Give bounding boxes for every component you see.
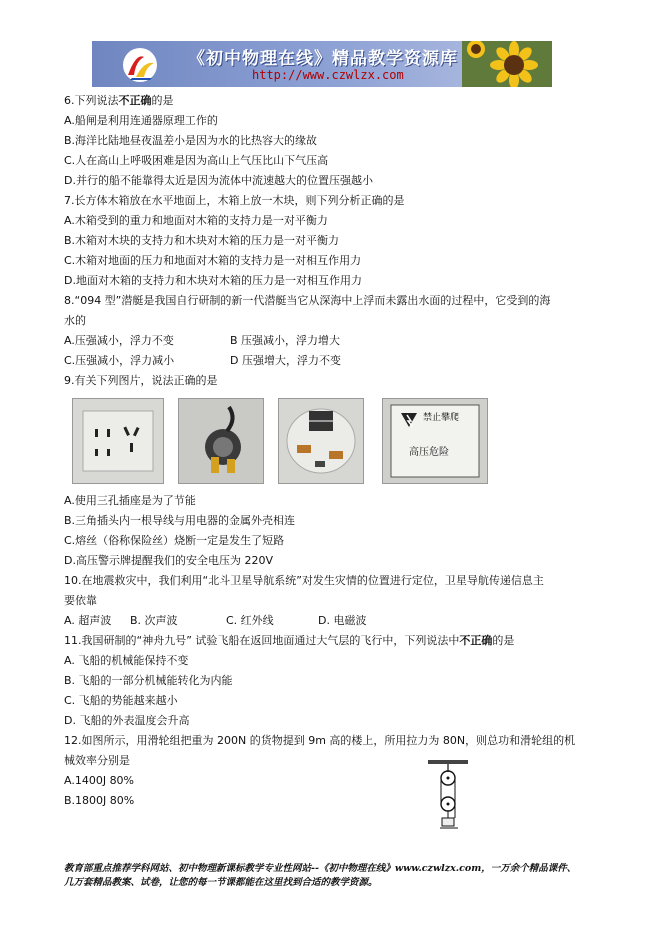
q11-option-b: B. 飞船的一部分机械能转化为内能 [64, 674, 233, 687]
sunflower-icon [462, 41, 552, 87]
banner-url[interactable]: http://www.czwlzx.com [252, 68, 404, 82]
q11-option-c: C. 飞船的势能越来越小 [64, 694, 178, 707]
warning-sign-photo [382, 398, 488, 484]
header-banner [92, 41, 552, 87]
three-pin-socket-icon [73, 399, 163, 483]
q11-option-d: D. 飞船的外表温度会升高 [64, 714, 190, 727]
q8-options-row1 [64, 334, 340, 348]
q12-option-b: B.1800J 80% [64, 794, 135, 807]
q10-options [64, 614, 366, 628]
footer-line2: 几万套精品教案、试卷，让您的每一节课都能在这里找到合适的教学资源。 [64, 877, 378, 888]
plug-icon [179, 399, 263, 483]
q11-option-a: A. 飞船的机械能保持不变 [64, 654, 189, 667]
q6-option-a: A.船闸是利用连通器原理工作的 [64, 114, 218, 127]
q7-stem: 7.长方体木箱放在水平地面上，木箱上放一木块，则下列分析正确的是 [64, 194, 405, 207]
q7-option-b: B.木箱对木块的支持力和木块对木箱的压力是一对平衡力 [64, 234, 340, 247]
q9-option-b: B.三角插头内一根导线与用电器的金属外壳相连 [64, 514, 296, 527]
q8-option-b: B 压强减小，浮力增大 [230, 334, 341, 347]
q10-option-d: D. 电磁波 [318, 614, 367, 627]
q8-stem-line1: 8.“094 型”潜艇是我国自行研制的新一代潜艇当它从深海中上浮而未露出水面的过程中，它受到的海 [64, 294, 551, 307]
q6-option-b: B.海洋比陆地昼夜温差小是因为水的比热容大的缘故 [64, 134, 318, 147]
q8-option-d: D 压强增大，浮力不变 [230, 354, 341, 367]
q10-option-b: B. 次声波 [130, 614, 178, 627]
q6-option-c: C.人在高山上呼吸困难是因为高山上气压比山下气压高 [64, 154, 329, 167]
q10-stem-line1: 10.在地震救灾中，我们利用“北斗卫星导航系统”对发生灾情的位置进行定位，卫星导航传递信息主 [64, 574, 544, 587]
banner-title: 《初中物理在线》精品教学资源库 [188, 49, 458, 69]
sign-text-line1: 禁止攀爬 [423, 413, 460, 423]
sign-text-line2: 高压危险 [409, 447, 449, 458]
fuse-photo [278, 398, 364, 484]
q10-option-a: A. 超声波 [64, 614, 112, 627]
q10-option-c: C. 红外线 [226, 614, 274, 627]
q8-stem-line2: 水的 [64, 314, 86, 327]
q12-stem-line2: 械效率分别是 [64, 754, 130, 767]
q8-options-row2 [64, 354, 341, 368]
q11-emphasis: 不正确 [459, 634, 493, 647]
plug-photo [178, 398, 264, 484]
socket-photo [72, 398, 164, 484]
q7-option-c: C.木箱对地面的压力和地面对木箱的支持力是一对相互作用力 [64, 254, 362, 267]
q6-option-d: D.并行的船不能靠得太近是因为流体中流速越大的位置压强越小 [64, 174, 373, 187]
q6-stem: 6.下列说法不正确的是 [64, 94, 174, 107]
q12-stem-line1: 12.如图所示，用滑轮组把重为 200N 的货物提到 9m 高的楼上，所用拉力为 80N，则总功和滑轮组的机 [64, 734, 576, 747]
q8-option-a: A.压强减小，浮力不变 [64, 334, 174, 347]
q7-option-d: D.地面对木箱的支持力和木块对木箱的压力是一对相互作用力 [64, 274, 362, 287]
high-voltage-sign-icon [383, 399, 487, 483]
q10-stem-line2: 要依靠 [64, 594, 97, 607]
q12-option-a: A.1400J 80% [64, 774, 135, 787]
site-logo-icon [122, 47, 158, 83]
q9-option-c: C.熔丝（俗称保险丝）烧断一定是发生了短路 [64, 534, 285, 547]
fuse-wire-icon [279, 399, 363, 483]
q8-option-c: C.压强减小，浮力减小 [64, 354, 175, 367]
q9-option-d: D.高压警示牌提醒我们的安全电压为 220V [64, 554, 273, 567]
q11-stem: 11.我国研制的“神舟九号” 试验飞船在返回地面通过大气层的飞行中，下列说法中不正确的是 [64, 634, 515, 647]
footer-line1: 教育部重点推荐学科网站、初中物理新课标教学专业性网站--《初中物理在线》www.czwlzx.com，一万余个精品课件、 [64, 863, 577, 874]
q9-stem: 9.有关下列图片，说法正确的是 [64, 374, 218, 387]
pulley-system-icon [424, 760, 472, 834]
q6-emphasis: 不正确 [118, 94, 152, 107]
q7-option-a: A.木箱受到的重力和地面对木箱的支持力是一对平衡力 [64, 214, 328, 227]
q9-option-a: A.使用三孔插座是为了节能 [64, 494, 196, 507]
